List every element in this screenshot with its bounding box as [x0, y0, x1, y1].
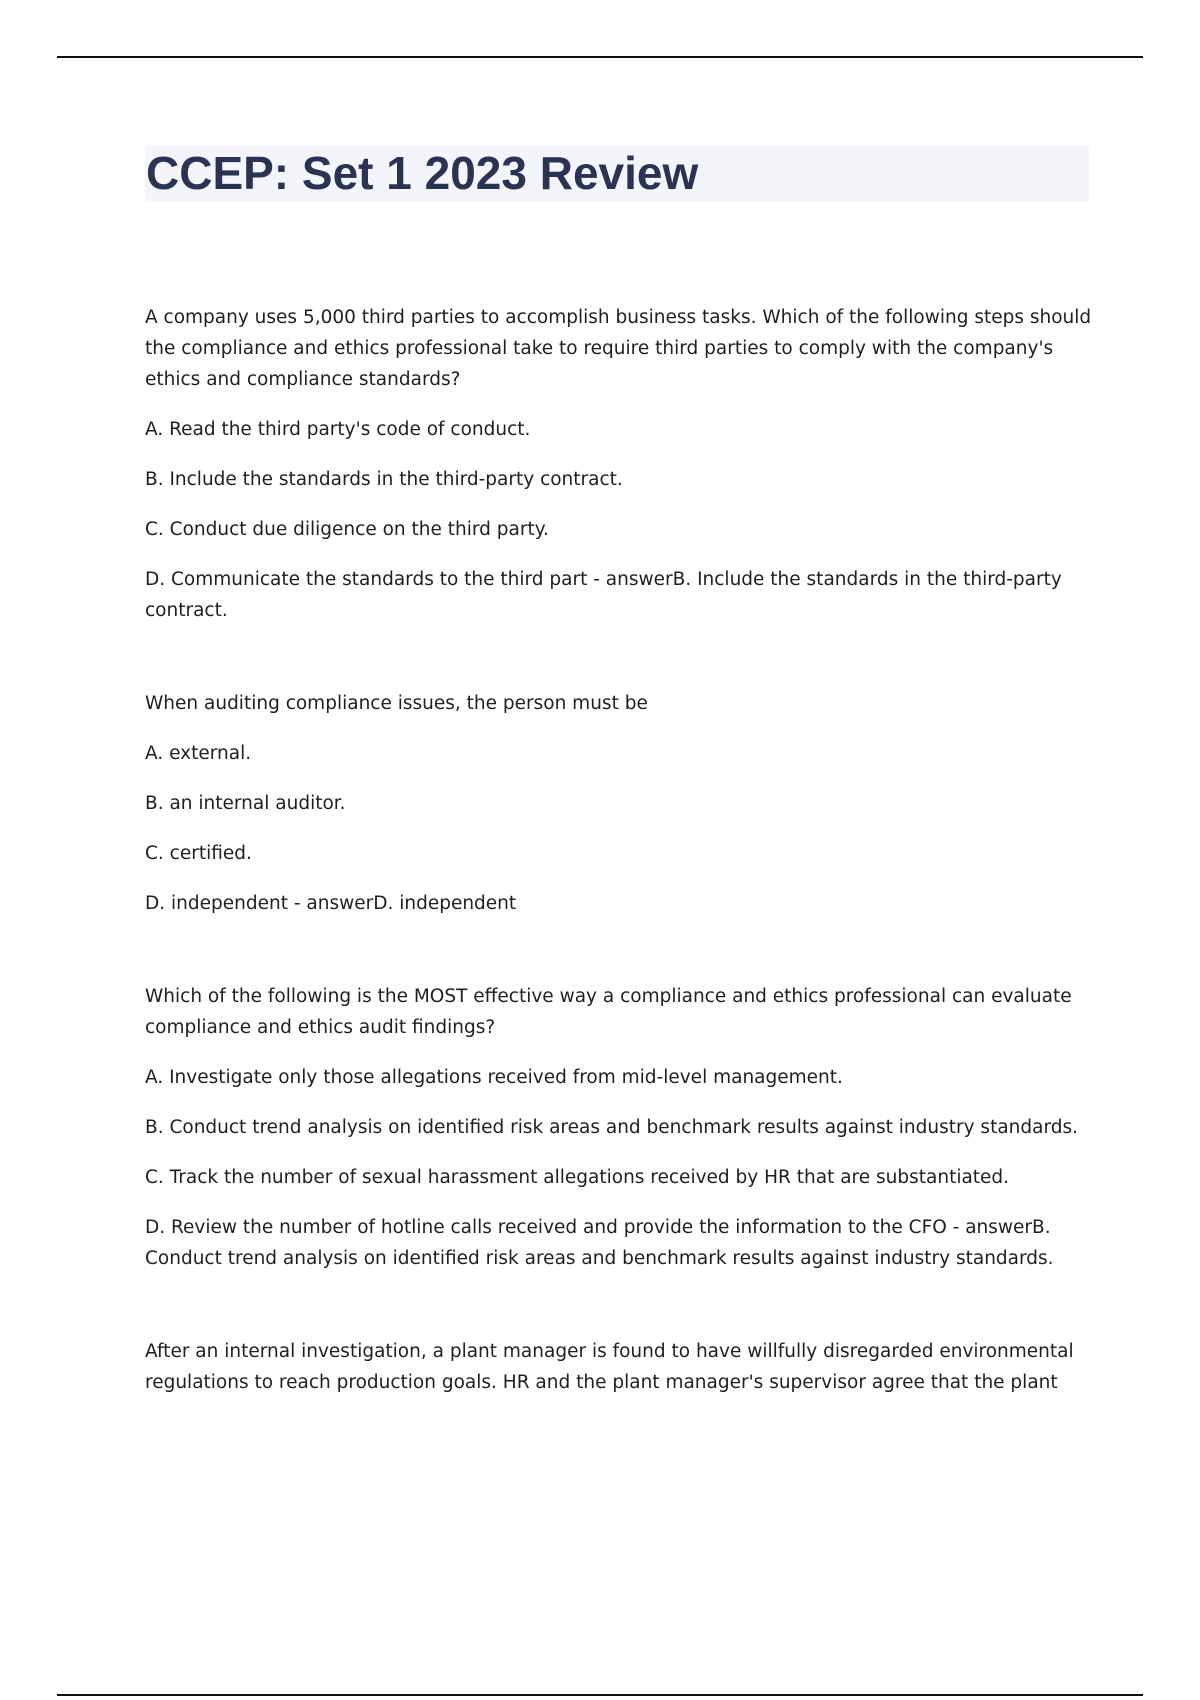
bottom-rule	[57, 1694, 1143, 1696]
answer-option: D. Communicate the standards to the third part - answerB. Include the standards in the third-party contract.	[145, 569, 1062, 621]
answer-option: B. Conduct trend analysis on identified risk areas and benchmark results against industry standards.	[145, 1117, 1079, 1138]
answer-option: A. Read the third party's code of conduct.	[145, 419, 531, 440]
question-block	[145, 1336, 1095, 1398]
answer-option: C. Track the number of sexual harassment allegations received by HR that are substantiated.	[145, 1167, 1010, 1188]
question-text: After an internal investigation, a plant manager is found to have willfully disregarded environmental regulations to reach production goals. HR and the plant manager's supervisor agree that the plant	[145, 1341, 1074, 1393]
page-title: CCEP: Set 1 2023 Review	[146, 147, 699, 199]
answer-option: C. certified.	[145, 843, 252, 864]
question-text: A company uses 5,000 third parties to accomplish business tasks. Which of the following steps should the compliance and ethics professional take to require third parties to comply with the company's ethics and compliance standards?	[145, 307, 1092, 390]
question-block	[145, 302, 1095, 626]
answer-option: D. independent - answerD. independent	[145, 893, 517, 914]
answer-option: A. external.	[145, 743, 252, 764]
answer-option: B. Include the standards in the third-party contract.	[145, 469, 623, 490]
question-block	[145, 688, 1095, 919]
answer-option: A. Investigate only those allegations received from mid-level management.	[145, 1067, 843, 1088]
document-body	[145, 302, 1095, 1460]
answer-option: C. Conduct due diligence on the third party.	[145, 519, 549, 540]
answer-option: B. an internal auditor.	[145, 793, 346, 814]
top-rule	[57, 56, 1143, 58]
question-text: Which of the following is the MOST effective way a compliance and ethics professional can evaluate compliance and ethics audit findings?	[145, 986, 1072, 1038]
question-text: When auditing compliance issues, the person must be	[145, 693, 648, 714]
question-block	[145, 981, 1095, 1274]
answer-option: D. Review the number of hotline calls received and provide the information to the CFO - answerB. Conduct trend analysis on identified risk areas and benchmark results against industry standards.	[145, 1217, 1054, 1269]
